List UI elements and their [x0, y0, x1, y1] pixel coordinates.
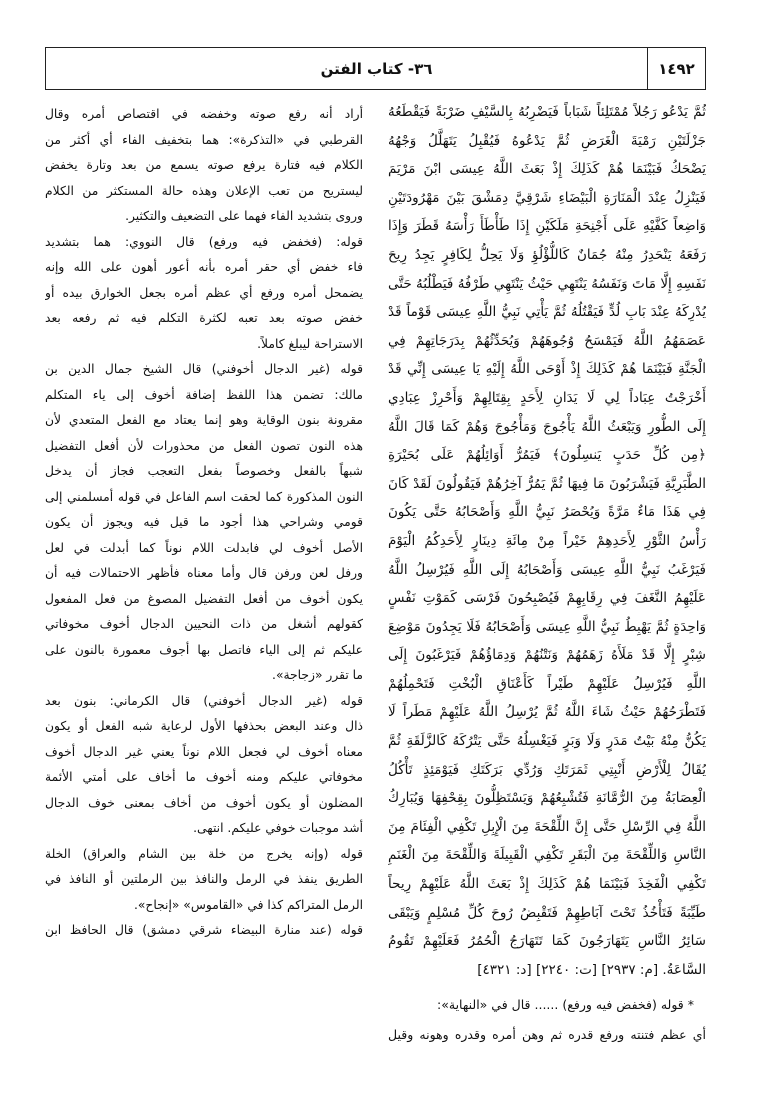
hadith-text-line: السَّاعَةُ. [م: ٢٩٣٧] [ت: ٢٢٤٠] [د: ٤٣٢١]	[477, 961, 706, 978]
commentary-line: ذال وعند البعض بحذفها الأول لرعاية شبه الفعل أو يكون	[45, 719, 363, 733]
hadith-text-line: شِبْرٍ إِلَّا قَدْ مَلَأَهُ زَهَمُهُمْ وَنَتْنُهُمْ وَدِمَاؤُهُمْ فَيَرْغَبُونَ إِلَى	[388, 647, 706, 664]
note-line: * قوله (فخفض فيه ورفع) ...... قال في «النهاية»:	[437, 997, 694, 1012]
hadith-text-line: أَخْرَجْتُ عِبَاداً لِي لَا يَدَانِ لِأَحَدٍ بِقِتَالِهِمْ وَأَحْرِزْ عِبَادِي	[388, 389, 706, 406]
hadith-text-line: اللَّهُ فِي الرِّسْلِ حَتَّى إِنَّ اللِّقْحَةَ مِنَ الْإِبِلِ تَكْفِي الْفِئَامَ مِنَ	[388, 818, 706, 835]
commentary-line: ليستريح من تعب الإعلان وهذه حالة المستكثر من الكلام	[45, 183, 363, 198]
hadith-text-line: فَيَنْزِلُ عِنْدَ الْمَنَارَةِ الْبَيْضَاءِ شَرْقِيَّ دِمَشْقَ بَيْنَ مَهْرُودَتَيْنِ	[388, 189, 706, 206]
commentary-line: أراد أنه رفع صوته وخفضه في اقتصاص أمره وقال	[45, 107, 363, 121]
hadith-text-line: الْجَنَّةِ فَبَيْنَمَا هُمْ كَذَلِكَ إِذْ أَوْحَى اللَّهُ إِلَيْهِ يَا عِيسَى إِنِّي قَدْ	[388, 361, 706, 378]
hadith-text-line: وَاحِدَةٍ ثُمَّ يَهْبِطُ نَبِيُّ اللَّهِ عِيسَى وَأَصْحَابُهُ فَلَا يَجِدُونَ مَوْضِعَ	[388, 618, 706, 635]
commentary-line: يضمحل أمره ورفع أي عظم أمره بجعل الخوارق بيده أو	[45, 285, 363, 300]
hadith-text-line: رَفَعَهُ يَنْحَدِرُ مِنْهُ جُمَانٌ كَاللُّؤْلُؤِ وَلَا يَحِلُّ لِكَافِرٍ يَجِدُ رِيحَ	[388, 246, 706, 263]
commentary-line: فاء خفض أي حقر أمره بأنه أعور أهون على الله وإنه	[45, 260, 363, 274]
hadith-text-line: تَكْفِي الْفَخِذَ فَبَيْنَمَا هُمْ كَذَلِكَ إِذْ بَعَثَ اللَّهُ عَلَيْهِمْ رِيحاً	[388, 876, 706, 893]
hadith-text-line: فَتَطْرَحُهُمْ حَيْثُ شَاءَ اللَّهُ ثُمَّ يُرْسِلُ اللَّهُ عَلَيْهِمْ مَطَراً لَا	[388, 704, 706, 721]
commentary-line: قوله (وإنه يخرج من خلة بين الشام والعراق) الخلة	[45, 846, 363, 861]
commentary-line: مقرونة بنون الوقاية وهو إنما يعتاد مع الفعل المتعدي لأن	[45, 413, 363, 427]
hadith-text-line: فَيَرْغَبُ نَبِيُّ اللَّهِ عِيسَى وَأَصْحَابُهُ إِلَى اللَّهِ فَيُرْسِلُ اللَّهُ	[388, 561, 706, 578]
hadith-text-line: نَفَسِهِ إِلَّا مَاتَ وَنَفَسُهُ يَنْتَهِي حَيْثُ يَنْتَهِي طَرْفُهُ فَيَطْلُبُهُ حَتَّى	[388, 275, 706, 292]
hadith-text-line: يُقَالُ لِلْأَرْضِ أَنْبِتِي ثَمَرَتَكِ وَرُدِّي بَرَكَتَكِ فَيَوْمَئِذٍ تَأْكُلُ	[388, 761, 706, 778]
commentary-line: قوله (غير الدجال أخوفني) قال الشيخ جمال الدين بن	[45, 362, 363, 376]
hadith-text-line: وَاضِعاً كَفَّيْهِ عَلَى أَجْنِحَةِ مَلَكَيْنِ إِذَا طَأْطَأَ رَأْسَهُ قَطَرَ وَإِذَا	[388, 218, 706, 235]
page-number: ١٤٩٢	[647, 48, 705, 89]
commentary-line: الأصل أخوف لي فابدلت اللام نوناً كما أبدلت في لعل	[45, 540, 363, 555]
hadith-text-line: سَائِرُ النَّاسِ يَتَهَارَجُونَ كَمَا تَتَهَارَجُ الْحُمُرُ فَعَلَيْهِمْ تَقُومُ	[388, 933, 706, 950]
hadith-text-line: الْعِصَابَةُ مِنَ الرُّمَّانَةِ فَتُشْبِعُهُمْ وَيَسْتَظِلُّونَ بِقِحْفِهَا وَيُبَارِكُ	[388, 790, 706, 807]
commentary-line: معناه أخوف لي فجعل اللام نوناً يعني غير الدجال أخوف	[45, 744, 363, 759]
commentary-line: المضلون أو يكون أخوف من أخاف بمعنى خوف الدجال	[45, 795, 363, 810]
commentary-line: شبهاً بالفعل وخصوصاً بفعل التعجب فجاز أن يدخل	[45, 464, 363, 478]
hadith-text-line: الطَّبَرِيَّةِ فَيَشْرَبُونَ مَا فِيهَا ثُمَّ يَمُرُّ آخِرُهُمْ فَيَقُولُونَ لَقَدْ كَانَ	[388, 475, 706, 492]
commentary-line: الاستراحة ليبلغ كاملاً.	[257, 336, 363, 351]
hadith-text-line: إِلَى الطُّورِ وَيَبْعَثُ اللَّهُ يَأْجُوجَ وَمَأْجُوجَ وَهُمْ كَمَا قَالَ اللَّهُ	[388, 418, 706, 435]
commentary-column	[45, 102, 363, 944]
commentary-line: ورفل لعن ورفن قال وأما معناه فأظهر الاحتمالات فيه أن	[45, 566, 363, 580]
commentary-line: كقولهم أشغل من ذات النحيين الدجال أخوف مخوفاتي	[45, 617, 363, 631]
commentary-line: الطريق ينفذ في الرمل والنافذ بين الرملتين أو النافذ في	[45, 872, 363, 886]
hadith-text-line: عَصَمَهُمُ اللَّهُ فَيَمْسَحُ وُجُوهَهُمْ وَيُحَدِّثُهُمْ بِدَرَجَاتِهِمْ فِي	[388, 332, 706, 349]
commentary-line: القرطبي في «التذكرة»: هما بتخفيف الفاء أي أكثر من	[45, 132, 363, 147]
running-header	[45, 47, 706, 90]
commentary-line: وروى بتشديد الفاء فهما على التضعيف والتكثير.	[125, 209, 363, 223]
commentary-line: أشد موجبات خوفي عليكم. انتهى.	[193, 821, 363, 835]
hadith-text-line: اللَّهِ فَيُرْسِلُ عَلَيْهِمْ طَيْراً كَأَعْنَاقِ الْبُخْتِ فَتَحْمِلُهُمْ	[388, 675, 706, 692]
hadith-text-line: يَضْحَكُ فَبَيْنَمَا هُمْ كَذَلِكَ إِذْ بَعَثَ اللَّهُ عِيسَى ابْنَ مَرْيَمَ	[388, 161, 706, 178]
hadith-commentary-note	[388, 990, 706, 1050]
hadith-text-line: النَّاسِ وَاللِّقْحَةَ مِنَ الْبَقَرِ تَكْفِي الْقَبِيلَةَ وَاللِّقْحَةَ مِنَ الْغَنَمِ	[388, 847, 706, 864]
commentary-line: خفض صوته بعد تعبه لكثرة التكلم فيه ثم رفعه بعد	[45, 311, 363, 325]
commentary-line: عليكم ثم إلى الياء فاتصل بها أجوف معمورة بالنون على	[45, 642, 363, 657]
commentary-line: النون المذكورة كما لحقت اسم الفاعل في قوله أمسلمني إلى	[45, 489, 363, 504]
commentary-line: مخوفاتي عليكم ومنه أخوف ما أخاف على أمتي الأئمة	[45, 770, 363, 784]
commentary-line: قوله: (فخفض فيه ورفع) قال النووي: هما بتشديد	[45, 234, 363, 249]
commentary-line: قوله (غير الدجال أخوفني) قال الكرماني: بنون بعد	[45, 693, 363, 708]
commentary-line: الكلام فيه فتارة يرفع صوته يسمع من بعد وتارة يخفض	[45, 158, 363, 172]
commentary-line: ما تقرر «زجاجة».	[272, 668, 363, 682]
hadith-text-line: ﴿مِن كُلِّ حَدَبٍ يَنسِلُونَ﴾ فَيَمُرُّ أَوَائِلُهُمْ عَلَى بُحَيْرَةِ	[388, 447, 706, 464]
commentary-line: قوله (عند منارة البيضاء شرقي دمشق) قال الحافظ ابن	[45, 923, 363, 937]
hadith-text-line: فِي هَذَا مَاءٌ مَرَّةً وَيُحْصَرُ نَبِيُّ اللَّهِ وَأَصْحَابُهُ حَتَّى يَكُونَ	[388, 504, 706, 521]
hadith-text-line: طَيِّبَةً فَتَأْخُذُ تَحْتَ آبَاطِهِمْ فَتَقْبِضُ رُوحَ كُلِّ مُسْلِمٍ وَيَبْقَى	[388, 904, 706, 921]
hadith-text-line: عَلَيْهِمُ النَّغَفَ فِي رِقَابِهِمْ فَيُصْبِحُونَ فَرْسَى كَمَوْتِ نَفْسٍ	[388, 590, 706, 607]
commentary-line: مالك: تضمن هذا اللفظ إضافة أخوف إلى ياء المتكلم	[45, 387, 363, 402]
commentary-line: هذه النون تصون الفعل من محذورات لأن أفعل التفضيل	[45, 438, 363, 453]
commentary-line: قومي وشراحي هذا أجود ما قيل فيه ويجوز أن يكون	[45, 515, 363, 529]
hadith-text-line: جَزْلَتَيْنِ رَمْيَةَ الْغَرَضِ ثُمَّ يَدْعُوهُ فَيُقْبِلُ يَتَهَلَّلُ وَجْهُهُ	[388, 132, 706, 149]
hadith-text-line: يَكُنُّ مِنْهُ بَيْتُ مَدَرٍ وَلَا وَبَرٍ فَيَغْسِلُهُ حَتَّى يَتْرُكَهُ كَالزَّلَقَةِ ثُمَّ	[388, 733, 706, 750]
hadith-text-line: ثُمَّ يَدْعُو رَجُلاً مُمْتَلِئاً شَبَاباً فَيَضْرِبُهُ بِالسَّيْفِ ضَرْبَةً فَيَقْطَعُهُ	[388, 104, 706, 120]
commentary-line: الرمل المتراكم كذا في «القاموس» «إنجاح».	[133, 897, 363, 912]
note-line: أي عظم فتنته ورفع قدره ثم وهن أمره وقدره وهونه وقيل	[388, 1027, 706, 1042]
hadith-text-line: يُدْرِكَهُ عِنْدَ بَابِ لُدٍّ فَيَقْتُلُهُ ثُمَّ يَأْتِي نَبِيُّ اللَّهِ عِيسَى قَوْماً قَدْ	[388, 304, 706, 321]
hadith-text-column	[388, 98, 706, 984]
hadith-text-line: رَأْسُ الثَّوْرِ لِأَحَدِهِمْ خَيْراً مِنْ مِائَةِ دِينَارٍ لِأَحَدِكُمُ الْيَوْمَ	[388, 532, 706, 549]
chapter-title: ٣٦- كتاب الفتن	[320, 59, 433, 78]
commentary-line: يكون أخوف من أفعل التفضيل المصوغ من فعل المفعول	[45, 591, 363, 606]
